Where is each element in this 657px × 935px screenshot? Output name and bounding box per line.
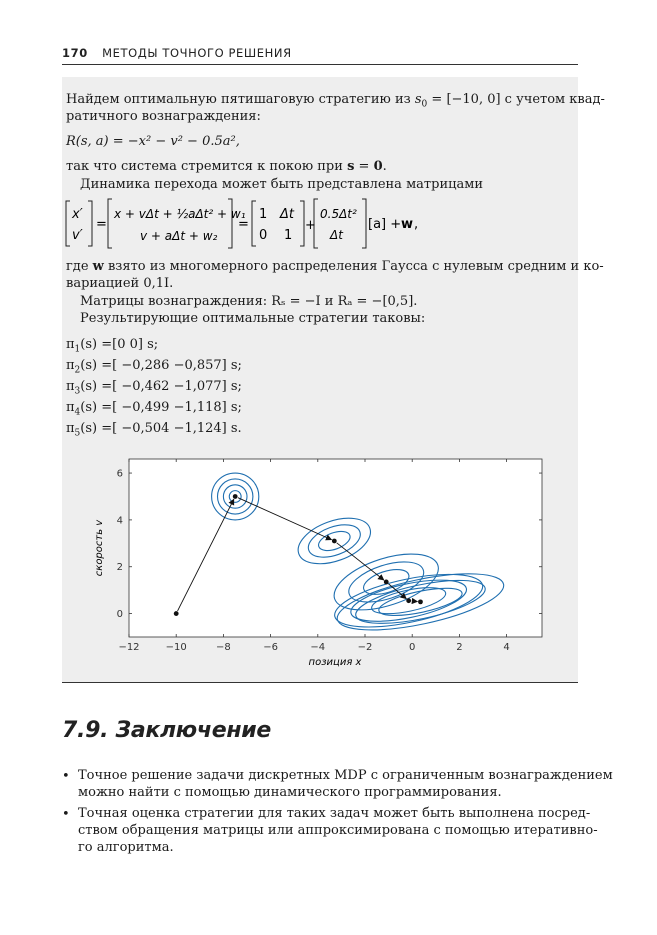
y-tick-label: 0 <box>116 609 123 621</box>
running-header <box>62 46 578 60</box>
bullet-1-line-2: можно найти с помощью динамического программирования. <box>78 785 502 800</box>
reward-equation: R(s, a) = −x² − v² − 0.5a², <box>66 134 240 149</box>
page-number: 170 <box>62 46 88 60</box>
matrix-a22: 1 <box>284 228 293 243</box>
x-tick-label: −12 <box>118 642 140 653</box>
x-tick-label: −2 <box>357 642 373 653</box>
matrix-a-term: [a] + <box>368 217 402 232</box>
example-box-rule <box>62 682 578 683</box>
example-line-1: Найдем оптимальную пятишаговую стратегию из $s_0 = [-10$, 0] с учетом квад- <box>66 92 605 110</box>
x-axis-label: позиция x <box>308 657 362 668</box>
trajectory-point-6 <box>418 599 423 604</box>
example-line-2: ратичного вознаграждения: <box>66 109 261 124</box>
policy-4: $\pi_4(s)$ =[ −0,499 −1,118] s; <box>66 400 242 418</box>
policy-3: $\pi_3(s)$ =[ −0,462 −1,077] s; <box>66 379 242 397</box>
trajectory-point-1 <box>174 611 179 616</box>
matrix-comma: , <box>414 217 419 232</box>
y-tick-label: 6 <box>116 468 123 480</box>
example-line-9: Матрицы вознаграждения: Rₛ = −I и Rₐ = −[0,5]. <box>80 294 418 309</box>
policy-2: $\pi_2(s)$ =[ −0,286 −0,857] s; <box>66 358 242 376</box>
trajectory-point-5 <box>406 598 411 603</box>
matrix-a11: 1 <box>259 207 268 222</box>
section-title: 7.9. Заключение <box>62 718 271 743</box>
trajectory-arrow-5 <box>412 601 418 602</box>
matrix-w: w <box>401 217 414 232</box>
bullet-2-line-2: ством обращения матрицы или аппроксимирована с помощью итеративно- <box>78 823 598 838</box>
example-line-5: Динамика перехода может быть представлена матрицами <box>80 177 483 192</box>
x-tick-label: 0 <box>409 642 416 653</box>
policy-1: $\pi_1(s) =[0$ 0] s; <box>66 337 159 355</box>
matrix-a12: Δt <box>280 207 294 222</box>
example-line-7: где w взято из многомерного распределения Гаусса с нулевым средним и ко- <box>66 259 604 274</box>
matrix-eq: = <box>96 217 107 232</box>
bullet-dot: • <box>62 807 70 822</box>
trajectory-chart <box>80 450 560 675</box>
matrix-mid-top: x + vΔt + ½aΔt² + w₁ <box>114 207 246 221</box>
example-line-8: вариацией 0,1I. <box>66 276 174 291</box>
trajectory-point-3 <box>332 539 337 544</box>
x-tick-label: 4 <box>503 642 510 653</box>
x-tick-label: −6 <box>263 642 278 653</box>
policy-5: $\pi_5(s)$ =[ −0,504 −1,124] s. <box>66 421 242 439</box>
x-tick-label: −8 <box>216 642 231 653</box>
running-title: МЕТОДЫ ТОЧНОГО РЕШЕНИЯ <box>102 46 292 60</box>
y-axis-label: скорость v <box>94 519 105 577</box>
bullet-1-line-1: Точное решение задачи дискретных MDP с ограниченным вознаграждением <box>78 768 613 783</box>
matrix-lhs-bot: v′ <box>72 228 83 243</box>
y-tick-label: 4 <box>116 515 123 527</box>
matrix-eq2: = <box>238 217 249 232</box>
x-tick-label: −10 <box>165 642 187 653</box>
matrix-mid-bot: v + aΔt + w₂ <box>140 229 218 243</box>
example-line-10: Результирующие оптимальные стратегии таковы: <box>80 311 426 326</box>
header-rule <box>62 64 578 65</box>
matrix-plus: + <box>305 218 316 233</box>
trajectory-point-2 <box>233 494 238 499</box>
bullet-2-line-3: го алгоритма. <box>78 840 174 855</box>
matrix-equation <box>62 196 442 252</box>
matrix-b2: Δt <box>330 228 343 242</box>
bullet-dot: • <box>62 769 70 784</box>
trajectory-point-4 <box>384 580 389 585</box>
y-tick-label: 2 <box>116 562 123 574</box>
matrix-a21: 0 <box>259 228 268 243</box>
x-tick-label: 2 <box>456 642 463 653</box>
matrix-lhs-top: x′ <box>72 207 83 222</box>
example-line-4: так что система стремится к покою при s = 0. <box>66 159 387 174</box>
x-tick-label: −4 <box>310 642 326 653</box>
matrix-b1: 0.5Δt² <box>320 207 357 221</box>
bullet-2-line-1: Точная оценка стратегии для таких задач может быть выполнена посред- <box>78 806 591 821</box>
